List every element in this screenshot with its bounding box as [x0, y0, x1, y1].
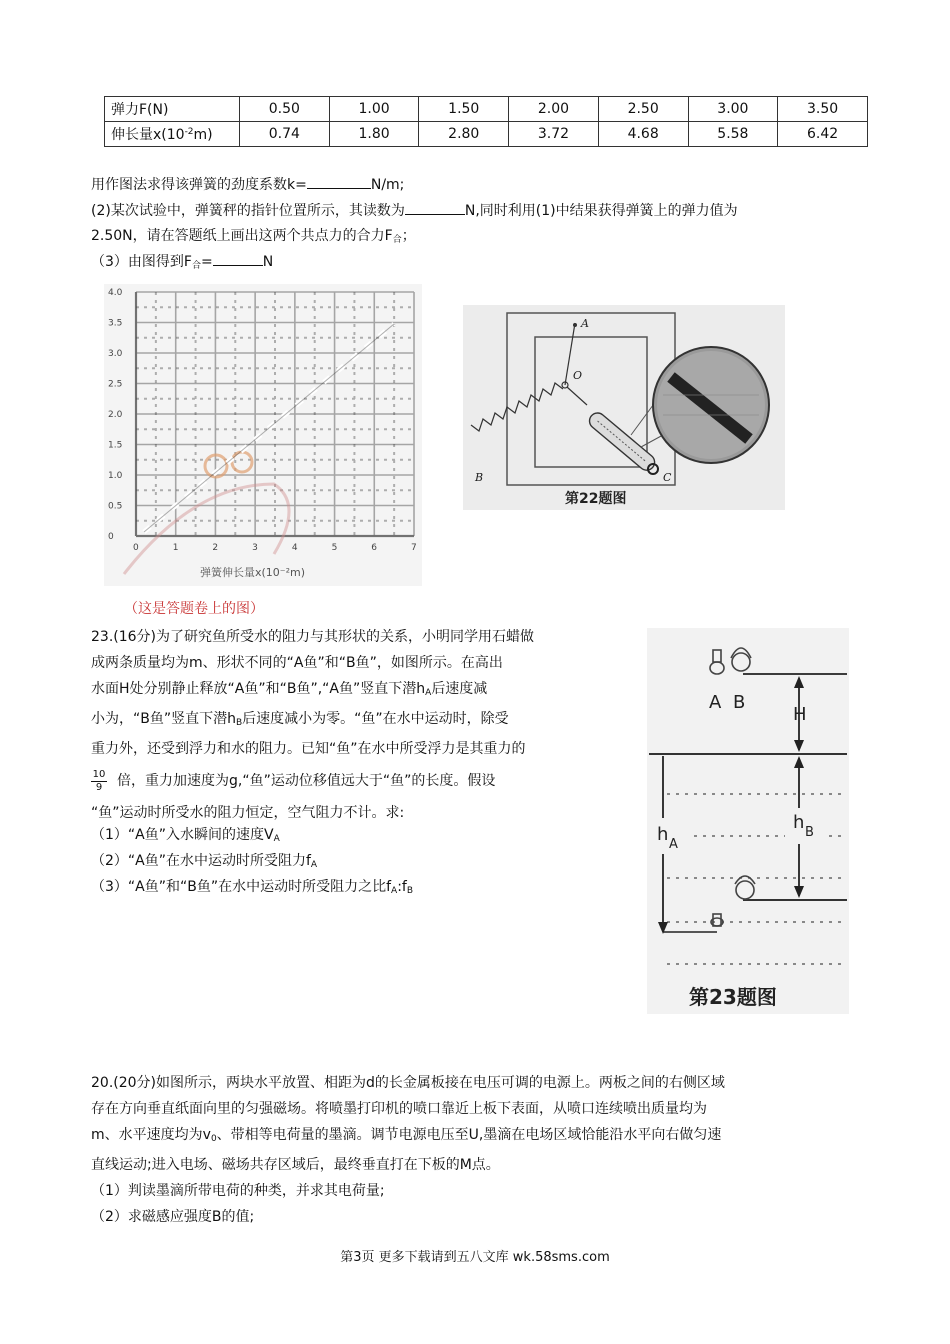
y-tick-label: 3.0: [108, 349, 123, 359]
svg-text:A: A: [669, 837, 678, 852]
x-tick-label: 2: [212, 543, 219, 553]
page-footer: 第3页 更多下载请到五八文库 wk.58sms.com: [340, 1250, 610, 1265]
q20-text: 20.(20分)如图所示，两块水平放置、相距为d的长金属板接在电压可调的电源上。两板之间的右侧区域 存在方向垂直纸面向里的匀强磁场。将喷墨打印机的喷口靠近上板下表面，从喷口连续喷出质量均为 m、水平速度均为$v_0$、带相等电荷量的墨滴。调节电源电压至U,墨滴在电场区域恰能沿水平向右做匀速 直线运动;进入电场、磁场共存区域后，最终垂直打在下板的M点。 （1）判读墨滴所带电荷的种类，并求其电荷量; （2）求磁感应强度B的值;: [91, 1075, 725, 1225]
svg-text:A: A: [581, 317, 589, 330]
svg-text:B: B: [733, 692, 746, 713]
svg-text:H: H: [793, 704, 807, 725]
y-tick-label: 1.5: [108, 440, 123, 451]
x-tick-label: 1: [172, 543, 179, 553]
y-tick-label: 2.0: [108, 410, 123, 420]
q22-line-4: （3）由图得到$F_合= N$: [91, 251, 273, 276]
table-cell: 5.58: [688, 122, 778, 147]
svg-text:C: C: [663, 471, 672, 484]
table-cell: 3.50: [778, 97, 868, 122]
table-cell: 1.00: [329, 97, 419, 122]
table-cell: 2.00: [509, 97, 599, 122]
spring-graph: [104, 284, 422, 586]
x-tick-label: 3: [252, 543, 258, 553]
y-tick-label: 0: [108, 532, 114, 542]
force-apparatus-figure: [463, 305, 785, 510]
table-cell: 0.74: [240, 122, 330, 147]
y-tick-label: 3.5: [108, 318, 123, 329]
answer-blank[interactable]: [405, 200, 465, 215]
fraction: 10 9: [92, 768, 106, 793]
table-cell: 2.80: [419, 122, 509, 147]
q23-sub-1: （1）“A鱼”入水瞬间的速度$V_A$: [91, 827, 280, 844]
fish-figure: [647, 628, 849, 1014]
x-tick-label: 0: [133, 543, 139, 553]
q22-line-1: 用作图法求得该弹簧的劲度系数k= N/m;: [91, 174, 404, 195]
x-tick-label: 5: [331, 543, 338, 553]
table-row: [105, 122, 868, 147]
y-tick-label: 4.0: [108, 288, 123, 298]
svg-text:h: h: [657, 824, 669, 845]
table-cell: 1.50: [419, 97, 509, 122]
q23-sub-2: （2）“A鱼”在水中运动时所受阻力$f_A$: [91, 853, 318, 870]
table-cell: 4.68: [598, 122, 688, 147]
row-header: 伸长量$x(10^{-2}m)$: [105, 122, 240, 147]
q22-line-3: 2.50N，请在答题纸上画出这两个共点力的合力$F_合$；: [91, 228, 416, 245]
svg-text:h: h: [793, 812, 805, 833]
y-tick-label: 1.0: [108, 471, 123, 481]
fig22-caption: 第22题图: [565, 491, 627, 507]
table-row: [105, 97, 868, 122]
q23-sub-3: （3）“A鱼”和“B鱼”在水中运动时所受阻力之比$f_A:f_B$: [91, 879, 414, 896]
spring-data-table: [104, 96, 868, 147]
x-tick-label: 6: [371, 543, 378, 553]
answer-blank[interactable]: [307, 174, 371, 189]
svg-text:O: O: [573, 369, 583, 382]
svg-text:B: B: [805, 825, 814, 840]
x-tick-label: 4: [291, 543, 298, 553]
graph-x-label: 弹簧伸长量x(10⁻²m): [200, 566, 306, 579]
svg-text:B: B: [475, 471, 484, 484]
fig23-caption: 第23题图: [689, 985, 777, 1009]
answer-blank[interactable]: [213, 251, 263, 266]
svg-text:A: A: [709, 692, 722, 713]
graph-caption: （这是答题卷上的图）: [124, 601, 264, 617]
q22-line-2: (2)某次试验中，弹簧秤的指针位置所示，其读数为 N,同时利用(1)中结果获得弹簧上的弹力值为: [91, 200, 738, 221]
y-tick-label: 0.5: [108, 501, 123, 512]
table-cell: 0.50: [240, 97, 330, 122]
row-header: 弹力F(N): [105, 97, 240, 122]
table-cell: 3.72: [509, 122, 599, 147]
y-tick-label: 2.5: [108, 379, 123, 390]
table-cell: 6.42: [778, 122, 868, 147]
q23-text: 23.(16分)为了研究鱼所受水的阻力与其形状的关系，小明同学用石蜡做 成两条质量均为m、形状不同的“A鱼”和“B鱼”，如图所示。在高出 水面H处分别静止释放“A鱼”和“B鱼”,“A鱼”竖直下潜$h_A$后速度减 小为，“B鱼”竖直下潜$h_B$后速度减小为零。“鱼”在水中运动时，除受 重力外，还受到浮力和水的阻力。已知“鱼”在水中所受浮力是其重力的 10 9 倍，重力加速度为g,“鱼”运动位移值远大于“鱼”的长度。假设 “鱼”运动时所受水的阻力恒定，空气阻力不计。求:: [91, 629, 535, 821]
table-cell: 3.00: [688, 97, 778, 122]
x-tick-label: 7: [411, 543, 417, 553]
table-cell: 1.80: [329, 122, 419, 147]
table-cell: 2.50: [598, 97, 688, 122]
